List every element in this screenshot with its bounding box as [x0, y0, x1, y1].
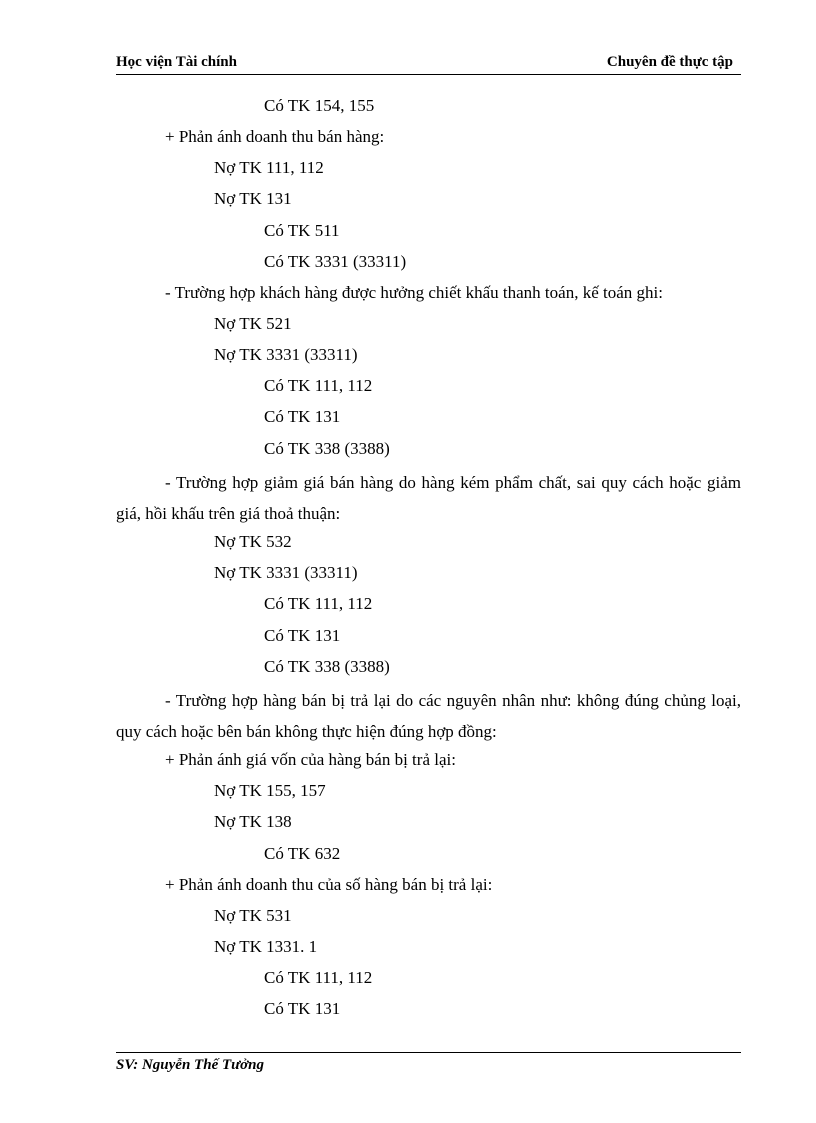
journal-entry-credit: Có TK 154, 155 [264, 96, 375, 115]
page-header [116, 54, 741, 75]
footer-student-name: SV: Nguyễn Thế Tưởng [116, 1057, 265, 1073]
case-paragraph: - Trường hợp hàng bán bị trả lại do các nguyên nhân như: không đúng chủng loại, quy cách hoặc bên bán không thực hiện đúng hợp đồng: [116, 690, 741, 741]
journal-entry-credit: Có TK 131 [264, 999, 341, 1019]
journal-entry-debit: Nợ TK 3331 (33311) [214, 345, 358, 365]
journal-entry-credit: Có TK 111, 112 [264, 968, 373, 988]
journal-entry-credit: Có TK 131 [264, 625, 341, 645]
journal-entry-debit: Nợ TK 111, 112 [214, 158, 324, 178]
header-document-type: Chuyên đề thực tập [606, 54, 733, 70]
journal-entry-debit: Nợ TK 138 [214, 812, 292, 832]
journal-entry-credit: Có TK 111, 112 [264, 594, 373, 614]
journal-entry-credit: Có TK 632 [264, 843, 341, 863]
journal-entry-debit: Nợ TK 3331 (33311) [214, 563, 358, 583]
journal-entry-debit: Nợ TK 521 [214, 313, 292, 333]
journal-entry-debit: Nợ TK 1331. 1 [214, 937, 318, 957]
case-paragraph: - Trường hợp giảm giá bán hàng do hàng kém phẩm chất, sai quy cách hoặc giảm giá, hồi khấu trên giá thoả thuận: [116, 472, 741, 523]
entry-subheading: + Phản ánh giá vốn của hàng bán bị trả lại: [165, 750, 456, 770]
journal-entry-debit: Nợ TK 131 [214, 189, 292, 209]
case-heading: - Trường hợp khách hàng được hưởng chiết khấu thanh toán, kế toán ghi: [165, 282, 663, 302]
journal-entry-credit: Có TK 131 [264, 407, 341, 427]
journal-entry-credit: Có TK 338 (3388) [264, 656, 390, 676]
journal-entry-credit: Có TK 3331 (33311) [264, 251, 407, 271]
header-institution: Học viện Tài chính [116, 54, 237, 70]
journal-entry-debit: Nợ TK 531 [214, 905, 292, 925]
page-body [116, 93, 741, 1027]
page-footer [116, 1052, 741, 1074]
journal-entry-credit: Có TK 111, 112 [264, 376, 373, 396]
journal-entry-debit: Nợ TK 155, 157 [214, 781, 326, 801]
entry-subheading: + Phản ánh doanh thu của số hàng bán bị trả lại: [165, 874, 493, 894]
entry-subheading: + Phản ánh doanh thu bán hàng: [165, 127, 385, 147]
journal-entry-credit: Có TK 338 (3388) [264, 438, 390, 458]
journal-entry-debit: Nợ TK 532 [214, 532, 292, 552]
journal-entry-credit: Có TK 511 [264, 220, 340, 240]
